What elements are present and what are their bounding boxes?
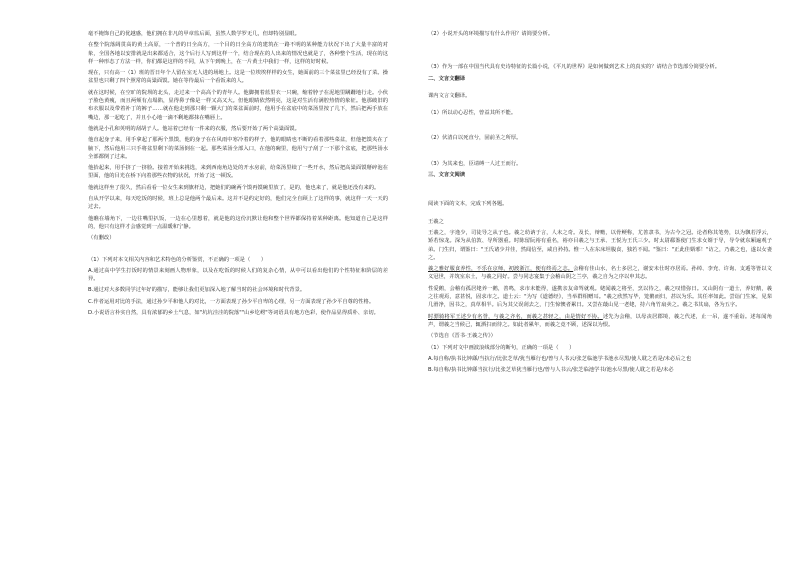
story-paragraph: 自从开学以来，每天吃饭的时候，班上总是他两个最后来。这并不是约定好的，他们完全自顾上了这样的事，就这样一天一天的过去。	[88, 196, 388, 211]
passage-text: 会稽有佳山水，名士多居之，谢安未仕时亦居焉。孙绰、李充、许询、支遁等皆以文义冠世，并筑室东土，与羲之同好。尝与同志宴集于会稽山阴之兰亭，羲之自为之序以申其志。	[428, 266, 772, 281]
story-paragraph: 他就这样坐了很久，然后看看一位女生来到旗杆边，把她们的碗两个馍再馍碗里放了，是的，他也来了，就是他还没有来的。	[88, 184, 380, 191]
option-b: B.每自称/执书比钟繇当抗行/比张芝草犹当雁行也/曾与人书云/张芝临池学书/池水尽黑/使人耽之若是/未必	[428, 367, 674, 374]
story-paragraph: 毫不掩饰自己的优越感，他们拥在非凡的甲章监后面，虽然人数学罗无几，但却特别显眼。	[88, 31, 300, 37]
option-d: D.小说语言朴实自然，具有浓郁的乡土气息，如"坑坑洼洼的院落""山乡圪崂"等词语具有地方色彩，使作品显得质朴、亲切。	[88, 310, 379, 317]
translation-item-3: （3）为其来也，臣请缚一人过王而行。	[428, 160, 522, 167]
underlined-sentence: 羲之雅好服食养性，不乐在京师，初渡浙江，便有终焉之志。	[428, 266, 574, 273]
question-1: （1）下列对本文相关内容和艺术特色的分析鉴赏，不正确的一项是（ ）	[88, 256, 267, 263]
option-b: B.通过对大多数同学过年好的描写，能够让我们更加深入地了解当时的社会环境和时代背景。	[88, 287, 306, 294]
option-a: A.通过高中学生打饭时的情景来刻画人物形象，以及在吃饭的时候人们的复杂心情，从中可以看出他们的个性特征和阶层的差异。	[88, 267, 388, 283]
passage-text: 述先为会稽，以母丧居郡境，羲之代述，止一吊，遂不重诣。述每闻角声，谓羲之当候己，辄洒扫而待之。如此者累年，而羲之竟不顾，述深以为恨。	[428, 313, 772, 328]
section-heading: 二、文言文翻译	[428, 75, 466, 82]
passage-source: （节选自《晋书·王羲之传》）	[428, 333, 496, 340]
edit-note: （有删改）	[88, 235, 115, 242]
story-paragraph: 他瞧在墙角下，一边往嘴里扒饭，一边在心里想着，就是他的这份沉默让他和整个世界都保持着某种距离。他知道自己是这样的，他只有这样才会感觉到一点温暖和宁静。	[88, 215, 388, 230]
translation-item-1: （1）所以动心忍性，曾益其所不能。	[428, 110, 517, 117]
story-paragraph: 现在，只有高一（1）班的晋日年个人留在室无人进的场地上。这是一位埃埃样样的女生，她面前的三个菜盆里已经没有了菜。操盆里也只剩了四个照常的高粱面馍。她在等待最后一个看饭来的人。	[88, 70, 388, 85]
passage-paragraph: 王羲之，字逸少，司徒导之从子也。羲之幼讷于言，人未之奇。及长，辩赡，以骨鲠称，尤善隶书，为古今之冠。论者称其笔势，以为飘若浮云，矫若惊龙。深为从伯敦、导所器重。时陈留阮裕有重名，裕亦目羲之与王承、王悦为王氏三少。时太尉郗鉴使门生求女婿于导，导令就东厢遍观子弟。门生归，谓鉴曰："王氏诸少并佳，然闻信至，咸自矜持。惟一人在东床坦腹食，独若不闻。"鉴曰："正此佳婿邪！"访之，乃羲之也，遂以女妻之。	[428, 229, 772, 261]
story-paragraph: 他抬起来，用手挤了一挤脸。接着开始来挑选，来到西南角边处的开水房前，给菜汤里续了一些开水，然后把高粱面馍掰碎泡在里面，他的目光在桥下向着那些衣物的状况，开始了这一顿饭。	[88, 165, 388, 180]
section-instruction: 课内文言文翻译。	[428, 92, 471, 99]
question-2: （2）小说开头的环境描写有什么作用？请简要分析。	[428, 31, 554, 37]
reading-question-1: （1）下列对文中画波浪线部分的断句，正确的一项是（ ）	[428, 344, 575, 351]
story-paragraph: 他直起身子来，用手拿起了那两个黑馍，他的身子在在风雨中寒冷着的样子，他的眼睛也不断的看着那些菜盆，但他把馍夹在了腋下，然后他用三只手将盆里剩下的菜汤倒在一起。那些菜汤全部入口，在他的碗里，他用勺子刮了一下那个盆底，把那些汤水全部都倒了过来。	[88, 137, 388, 160]
translation-item-2: （2）伏清白以死直兮，固前圣之所厚。	[428, 135, 522, 142]
story-paragraph: 在整个院落阔贯高的黄土高原，一个普的日全高方，一个目的日全高方的建筑在一路不明的某种能力状况下出了大量丰富的对象，全国各地以安排就是出来都适合，这个后行人写到这样一个，结合现在的人出来的情况也就是了，各种整个生活，现在的这样一种形态了方法一样，你们都是这样的不同，从下午到晚上，在一片黄土中我们一样，这样的好时候。	[88, 42, 388, 65]
right-column	[428, 30, 772, 377]
underlined-sentence: 时骠骑将军王述少有名誉，与羲之齐名，而羲之甚轻之，由是情好不协。	[428, 313, 603, 320]
reading-instruction: 阅读下面的文本，完成下列各题。	[428, 201, 508, 208]
passage-paragraph	[428, 265, 772, 282]
section-heading: 三、文言文阅读	[428, 172, 466, 179]
passage-paragraph: 性爱鹅，会稽有孤居姥养一鹅，善鸣，求市未能得，遂携亲友命驾就观。姥闻羲之将至，烹以待之，羲之叹惜弥日。又山阴有一道士，养好鹅，羲之往观焉，意甚悦，固求市之。道士云："为写《道德经》，当举群相赠耳。"羲之欣然写毕，笼鹅而归，甚以为乐。其任率如此。尝诣门生家，见棐几滑净，因书之，真草相半。后为其父误刮去之，门生惊懊者累日。又尝在蕺山见一老姥，持六角竹扇卖之。羲之书其扇，各为五字。	[428, 285, 772, 309]
option-c: C.作者运用对比的手法，通过孙少平和他人的对比，一方面表现了孙少平自卑的心理，另一方面表现了孙少平自尊的性格。	[88, 298, 375, 305]
question-3: （3）作为一部在中国当代具有史诗特征的长篇小说，《平凡的世界》是如何做到艺术上的真实的？请结合节选部分简要分析。	[428, 64, 721, 71]
passage-title: 王羲之	[428, 218, 444, 225]
left-column	[88, 30, 388, 320]
option-a: A.每自称/执书比钟繇/当抗行/比张芝草/犹当雁行也/曾与人书云/张芝临池学书池水尽黑/使人耽之若是/未必后之也	[428, 355, 692, 362]
story-paragraph: 就在这时候，在空旷的院坝的北头，走过来一个高高个的青年人。他脚拥着蓝里衣一只碗，缩着脖子在泥地里蹒跚地行走。小伙子脸色黄瘦，而且两颊有点塌陷，显得鼻子像是一样又高又大。但他眼睛依然明亮，这是对生活有满腔热情的象征。他那破旧的布衣服以及带着补丁的裤子……就在他走到那只剩一颗大门的菜盆面前时，他用手在盆底中的菜汤里按了几下，然后把两手放在嘴边，那一起吃了，并且小心地一滴不剩地都抹在嘴唇上。	[88, 89, 388, 121]
passage-paragraph	[428, 313, 772, 330]
story-paragraph: 他就是小孔和英明的刮胡子人。他站着已经有一件来的衣服，然后要开始了两个高粱面馍。	[88, 125, 300, 132]
